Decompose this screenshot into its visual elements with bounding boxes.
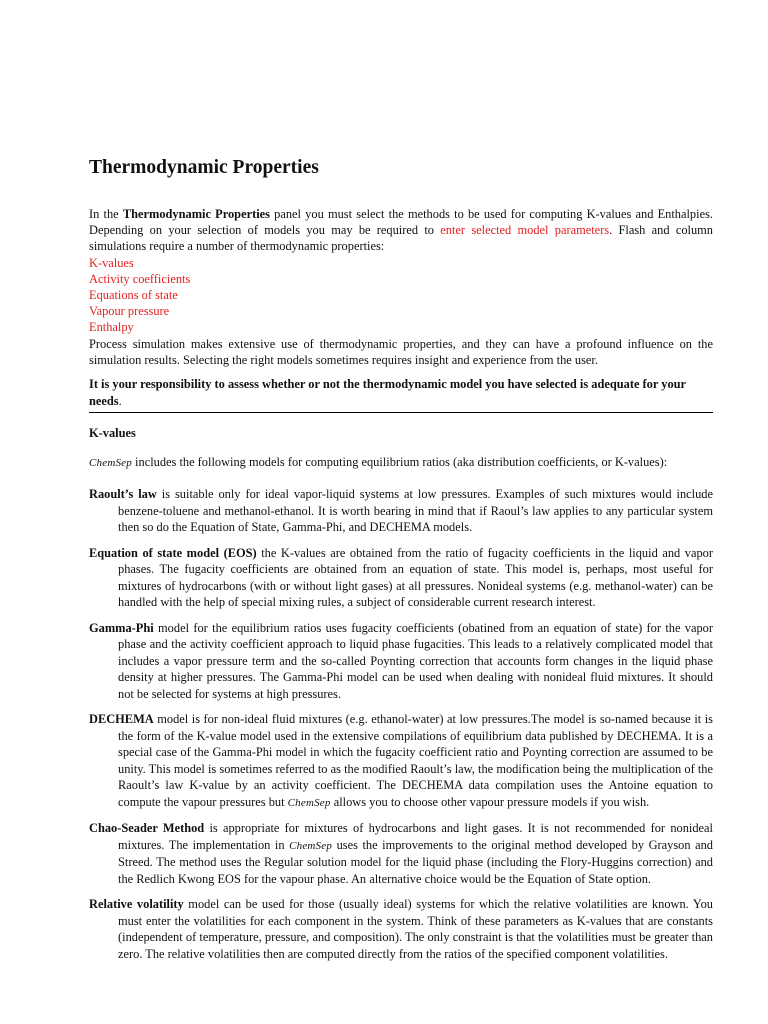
model-raoult-text: is suitable only for ideal vapor-liquid systems at low pressures. Examples of such mixtures would include benzene-toluene and methanol-ethanol. It is worth bearing in mind that if Raoul’s law applies to any particular system then so do the Equation of State, Gamma-Phi, and DECHEMA models.	[118, 487, 713, 535]
simulation-paragraph: Process simulation makes extensive use of thermodynamic properties, and they can have a profound influence on the simulation results. Selecting the right models sometimes requires insight and experience from the user.	[89, 336, 713, 367]
model-dechema	[89, 711, 713, 811]
warning-text: It is your responsibility to assess whether or not the thermodynamic model you have selected is adequate for your needs	[89, 377, 686, 409]
model-gamma-phi	[89, 620, 713, 703]
link-equations-of-state[interactable]: Equations of state	[89, 288, 178, 303]
k-values-lead	[89, 454, 713, 471]
model-dechema-text-b: allows you to choose other vapour pressure models if you wish.	[330, 794, 650, 809]
intro-text-a: In the	[89, 207, 123, 221]
document-page	[89, 154, 713, 971]
model-chao-seader-name: Chao-Seader Method	[89, 821, 205, 836]
model-chao-seader-text-b: uses the improvements to the original method developed by Grayson and Streed. The method uses the Regular solution model for the liquid phase (including the Flory-Huggins correction) and the Redlich Kwong EOS for the vapour phase. An alternative choice would be the Equation of State option.	[118, 837, 714, 886]
chemsep-name: ChemSep	[287, 796, 331, 809]
warning-period: .	[118, 394, 122, 409]
model-eos	[89, 545, 713, 611]
chemsep-name: ChemSep	[89, 457, 132, 470]
model-gamma-phi-text: model for the equilibrium ratios uses fugacity coefficients (obatined from an equation of state) for the vapor phase and the activity coefficient approach to liquid phase fugacities. This leads to a relatively complicated model that includes a vapor pressure term and the so-called Poynting correction that accounts form changes in the liquid phase density at higher pressures. The Gamma-Phi model can be used when dealing with nonideal fluid mixtures. It should not be selected for systems at high pressures.	[118, 620, 713, 701]
model-gamma-phi-name: Gamma-Phi	[89, 620, 154, 635]
model-chao-seader-text-a: is appropriate for mixtures of hydrocarbons and light gases. It is not recommended for nonideal mixtures. The implementation in	[118, 821, 713, 852]
page-title: Thermodynamic Properties	[89, 157, 319, 178]
property-link-list	[89, 255, 713, 336]
model-chao-seader	[89, 820, 713, 887]
model-dechema-text-a: model is for non-ideal fluid mixtures (e.g. ethanol-water) at low pressures.The model is so-named because it is the form of the K-value model used in the extensive compilations of equilibrium data published by DECHEMA. It is a special case of the Gamma-Phi model in which the fugacity coefficient ratio and Poynting correction are assumed to be unity. This model is sometimes referred to as the modified Raoult’s law, the modification being the multiplication of the Raoult’s law K-value by an activity coefficient. The DECHEMA data compilation uses the Antoine equation to compute the vapour pressures but	[118, 712, 713, 809]
model-eos-text: the K-values are obtained from the ratio of fugacity coefficients in the liquid and vapor phases. The fugacity coefficients are obtained from an equation of state. This model is, perhaps, most useful for mixtures of hydrocarbons (with or without light gases) at all pressures. Nonideal systems (e.g. methanol-water) can be handled with the help of special mixing rules, a subject of considerable current research interest.	[118, 545, 714, 610]
model-raoult-name: Raoult’s law	[89, 487, 157, 502]
link-activity-coefficients[interactable]: Activity coefficients	[89, 271, 191, 286]
model-parameters-link[interactable]: enter selected model parameters	[440, 223, 610, 238]
intro-paragraph	[89, 206, 713, 255]
intro-text-d: . Flash and column simulations require a number of thermodynamic properties:	[89, 223, 713, 254]
model-relative-volatility-name: Relative volatility	[89, 897, 184, 912]
section-title-k-values: K-values	[89, 426, 136, 441]
model-eos-name: Equation of state model (EOS)	[89, 545, 257, 560]
link-enthalpy[interactable]: Enthalpy	[89, 320, 134, 335]
intro-text-c: panel you must select the methods to be used for computing K-values and Enthalpies. Depending on your selection of models you may be required to	[89, 207, 713, 238]
chemsep-name: ChemSep	[289, 839, 333, 852]
panel-name: Thermodynamic Properties	[122, 207, 270, 221]
model-dechema-name: DECHEMA	[89, 712, 154, 727]
link-k-values[interactable]: K-values	[89, 255, 134, 270]
responsibility-warning	[89, 376, 713, 413]
lead-text: includes the following models for computing equilibrium ratios (aka distribution coefficients, or K-values):	[131, 455, 668, 470]
model-relative-volatility-text: model can be used for those (usually ideal) systems for which the relative volatilities are known. You must enter the volatilities for each component in the system. Think of these parameters as K-values that are constants (independent of temperature, pressure, and composition). The only constraint is that the volatilities must be greater than zero. The relative volatilities then are computed directly from the ratios of the specified component volatilities.	[118, 897, 713, 961]
model-raoult	[89, 486, 713, 536]
model-relative-volatility	[89, 896, 713, 962]
link-vapour-pressure[interactable]: Vapour pressure	[89, 304, 170, 319]
